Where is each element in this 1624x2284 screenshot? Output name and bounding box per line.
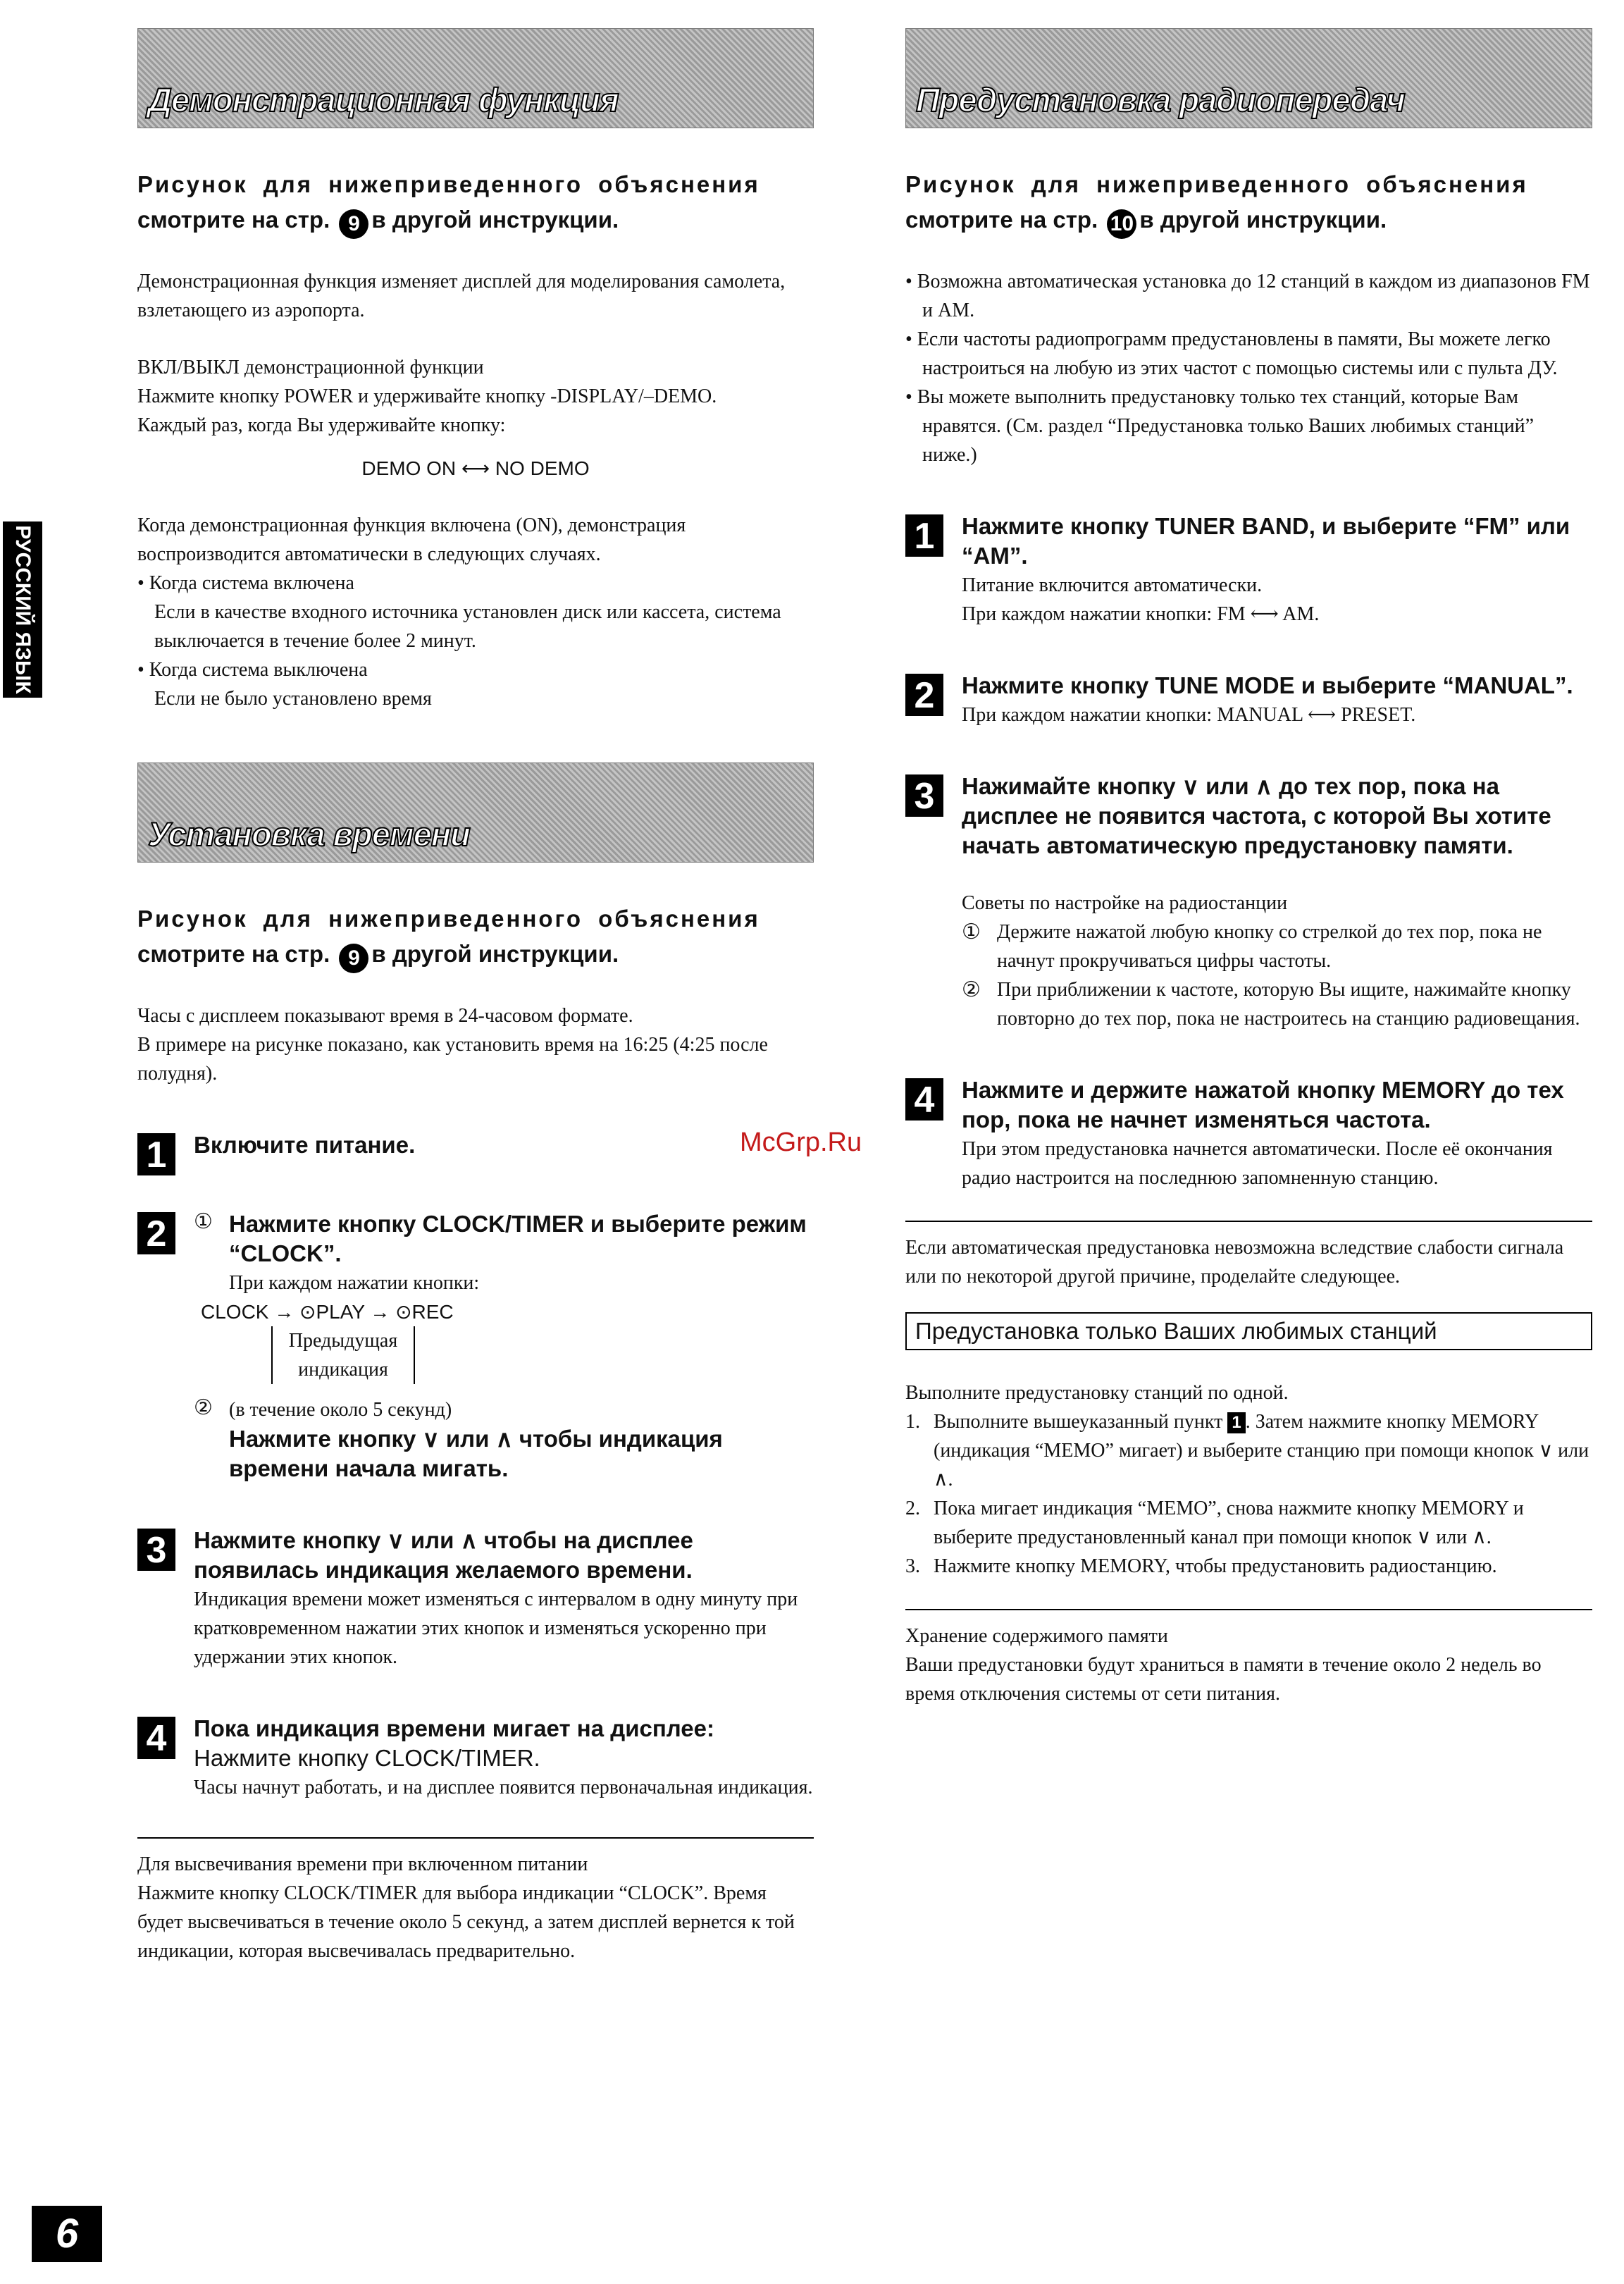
radio-step-1 <box>905 512 1592 629</box>
language-side-tab <box>3 521 42 698</box>
step-heading: Нажмите кнопку ∨ или ∧ чтобы индикация времени начала мигать. <box>229 1426 723 1481</box>
radio-step-4 <box>905 1075 1592 1192</box>
favorites-list <box>905 1378 1592 1581</box>
page-ref-badge: 9 <box>339 944 368 973</box>
item-number: 1. <box>905 1411 920 1433</box>
step-ref-box: 1 <box>1227 1412 1245 1433</box>
clock-step-3 <box>137 1526 814 1672</box>
item-text-cont: . Затем нажмите кнопку MEMORY (индикация “MEMO” мигает) и выберите станцию при помощи кнопок ∨ или ∧. <box>934 1411 1589 1490</box>
step-heading: Пока индикация времени мигает на дисплее: <box>194 1715 714 1741</box>
bullet: • Вы можете выполнить предустановку только тех станций, которые Вам нравятся. (См. раздел “Предустановка только Ваших любимых станций” ниже.) <box>905 386 1535 466</box>
bullet: • Если частоты радиопрограмм предустановлены в памяти, Вы можете легко настроиться на любую из этих частот с помощью системы или с пульта ДУ. <box>905 328 1558 379</box>
clock-intro1: Часы с дисплеем показывают время в 24-часовом формате. <box>137 1005 633 1027</box>
ref-text-end: в другой инструкции. <box>371 206 619 233</box>
tip-text: Держите нажатой любую кнопку со стрелкой до тех пор, пока не начнут прокручиваться цифры частоты. <box>997 921 1542 972</box>
ref-text: смотрите на стр. <box>137 206 330 233</box>
page-ref-badge: 9 <box>339 209 368 239</box>
memory-title: Хранение содержимого памяти <box>905 1625 1168 1647</box>
divider <box>137 1837 814 1839</box>
ref-text: смотрите на стр. <box>905 206 1098 233</box>
left-column <box>137 28 814 1965</box>
radio-step-2 <box>905 671 1592 729</box>
side-tab-label: РУССКИЙ ЯЗЫК <box>11 525 35 694</box>
bullet: • Возможна автоматическая установка до 12 станций в каждом из диапазонов FM и AM. <box>905 271 1590 321</box>
onoff-line1: Нажмите кнопку POWER и удерживайте кнопку -DISPLAY/–DEMO. <box>137 385 717 407</box>
step-number: 3 <box>905 774 943 817</box>
radio-bullets <box>905 267 1592 469</box>
radio-banner-title: Предустановка радиопередач <box>916 81 1405 118</box>
step-text: При каждом нажатии кнопки: MANUAL ⟷ PRESET. <box>962 704 1416 726</box>
step-heading: Нажимайте кнопку ∨ или ∧ до тех пор, пока на дисплее не появится частота, с которой Вы хотите начать автоматическую предустановку памяти. <box>962 773 1551 858</box>
demo-figure-reference <box>137 167 814 239</box>
step-number: 1 <box>905 514 943 557</box>
ref-line1: Рисунок для нижеприведенного объяснения <box>137 171 760 197</box>
memory-body: Ваши предустановки будут храниться в памяти в течение около 2 недель во время отключения системы от сети питания. <box>905 1654 1542 1705</box>
case2-text: Если не было установлено время <box>154 688 432 710</box>
right-column <box>905 28 1592 1708</box>
divider <box>905 1221 1592 1222</box>
divider <box>905 1609 1592 1610</box>
clock-intro <box>137 1001 814 1088</box>
step-number: 4 <box>137 1717 175 1759</box>
radio-banner <box>905 28 1592 128</box>
note-body: Нажмите кнопку CLOCK/TIMER для выбора индикации “CLOCK”. Время будет высвечиваться в течение около 5 секунд, а затем дисплей вернется к той индикации, которая высвечивалась предварительно. <box>137 1882 795 1962</box>
step-heading: Нажмите кнопку ∨ или ∧ чтобы на дисплее появилась индикация желаемого времени. <box>194 1527 693 1583</box>
demo-auto <box>137 511 814 713</box>
radio-step-3 <box>905 772 1592 1033</box>
step-number: 1 <box>137 1133 175 1175</box>
page-number: 6 <box>32 2206 102 2262</box>
step-heading-2: Нажмите кнопку CLOCK/TIMER. <box>194 1745 540 1771</box>
step-heading: Нажмите и держите нажатой кнопку MEMORY до тех пор, пока не начнет изменяться частота. <box>962 1077 1564 1132</box>
clock-note <box>137 1850 814 1965</box>
step-text: (в течение около 5 секунд) <box>229 1399 452 1421</box>
auto-text: Когда демонстрационная функция включена (ON), демонстрация воспроизводится автоматически в следующих случаях. <box>137 514 686 565</box>
item-number: 2. <box>905 1498 920 1519</box>
clock-step-1 <box>137 1130 814 1175</box>
onoff-title: ВКЛ/ВЫКЛ демонстрационной функции <box>137 357 484 378</box>
substep-marker: ② <box>194 1396 213 1419</box>
step-number: 4 <box>905 1078 943 1121</box>
demo-banner-title: Демонстрационная функция <box>148 81 619 118</box>
step-text: Питание включится автоматически. <box>962 574 1263 596</box>
clock-sequence: CLOCK → ⊙PLAY → ⊙REC <box>201 1301 454 1323</box>
item-text: Нажмите кнопку MEMORY, чтобы предустановить радиостанцию. <box>934 1555 1497 1577</box>
tip-marker: ② <box>962 978 981 1001</box>
case1-text: Если в качестве входного источника установлен диск или кассета, система выключается в течение более 2 минут. <box>154 601 781 652</box>
case1-title: • Когда система включена <box>137 572 354 594</box>
clock-step-4 <box>137 1714 814 1802</box>
watermark: McGrp.Ru <box>740 1128 862 1157</box>
note-title: Для высвечивания времени при включенном питании <box>137 1853 588 1875</box>
demo-intro: Демонстрационная функция изменяет дисплей для моделирования самолета, взлетающего из аэропорта. <box>137 271 786 321</box>
clock-banner <box>137 763 814 863</box>
warning-text: Если автоматическая предустановка невозможна вследствие слабости сигнала или по некоторой другой причине, проделайте следующее. <box>905 1237 1564 1288</box>
case2-title: • Когда система выключена <box>137 659 368 681</box>
ref-line1: Рисунок для нижеприведенного объяснения <box>137 906 760 932</box>
clock-step-2 <box>137 1209 814 1483</box>
demo-banner <box>137 28 814 128</box>
step-heading: Нажмите кнопку TUNER BAND, и выберите “FM” или “AM”. <box>962 513 1570 569</box>
previous-indication: Предыдущая индикация <box>271 1326 415 1384</box>
step-number: 2 <box>905 674 943 716</box>
radio-figure-reference <box>905 167 1592 239</box>
step-text: Часы начнут работать, и на дисплее появится первоначальная индикация. <box>194 1777 813 1798</box>
page-ref-badge: 10 <box>1107 209 1136 239</box>
clock-banner-title: Установка времени <box>148 815 470 853</box>
tip-marker: ① <box>962 920 981 944</box>
step-heading: Включите питание. <box>194 1132 416 1158</box>
step-text: Индикация времени может изменяться с интервалом в одну минуту при кратковременном нажатии этих кнопок и изменяться ускоренно при удержании этих кнопок. <box>194 1588 798 1668</box>
step-heading: Нажмите кнопку CLOCK/TIMER и выберите режим “CLOCK”. <box>229 1211 807 1266</box>
favorites-heading: Предустановка только Ваших любимых станций <box>905 1312 1592 1350</box>
memory-note <box>905 1622 1592 1708</box>
step-text: При каждом нажатии кнопки: FM ⟷ AM. <box>962 603 1320 625</box>
list-item <box>905 1494 1592 1552</box>
step-number: 2 <box>137 1212 175 1254</box>
clock-intro2: В примере на рисунке показано, как установить время на 16:25 (4:25 после полудня). <box>137 1034 768 1085</box>
item-text: Выполните вышеуказанный пункт <box>934 1411 1223 1433</box>
list-item <box>905 1552 1592 1581</box>
clock-figure-reference <box>137 901 814 973</box>
item-number: 3. <box>905 1555 920 1577</box>
favorites-intro: Выполните предустановку станций по одной. <box>905 1382 1289 1404</box>
demo-onoff <box>137 353 814 483</box>
ref-line1: Рисунок для нижеприведенного объяснения <box>905 171 1528 197</box>
ref-text-end: в другой инструкции. <box>1139 206 1387 233</box>
tips-title: Советы по настройке на радиостанции <box>962 892 1288 914</box>
step-heading: Нажмите кнопку TUNE MODE и выберите “MANUAL”. <box>962 672 1573 698</box>
item-text: Пока мигает индикация “MEMO”, снова нажмите кнопку MEMORY и выберите предустановленный канал при помощи кнопок ∨ или ∧. <box>934 1498 1524 1548</box>
step-text: При этом предустановка начнется автоматически. После её окончания радио настроится на последнюю запомненную станцию. <box>962 1138 1553 1189</box>
list-item <box>905 1407 1592 1494</box>
ref-text-end: в другой инструкции. <box>371 941 619 967</box>
substep-marker: ① <box>194 1210 213 1233</box>
ref-text: смотрите на стр. <box>137 941 330 967</box>
demo-cycle: DEMO ON ⟷ NO DEMO <box>361 457 590 479</box>
onoff-line2: Каждый раз, когда Вы удерживайте кнопку: <box>137 414 506 436</box>
step-text: При каждом нажатии кнопки: <box>229 1272 480 1294</box>
tip-text: При приближении к частоте, которую Вы ищите, нажимайте кнопку повторно до тех пор, пока не настроитесь на станцию радиовещания. <box>997 979 1580 1030</box>
step-number: 3 <box>137 1529 175 1571</box>
